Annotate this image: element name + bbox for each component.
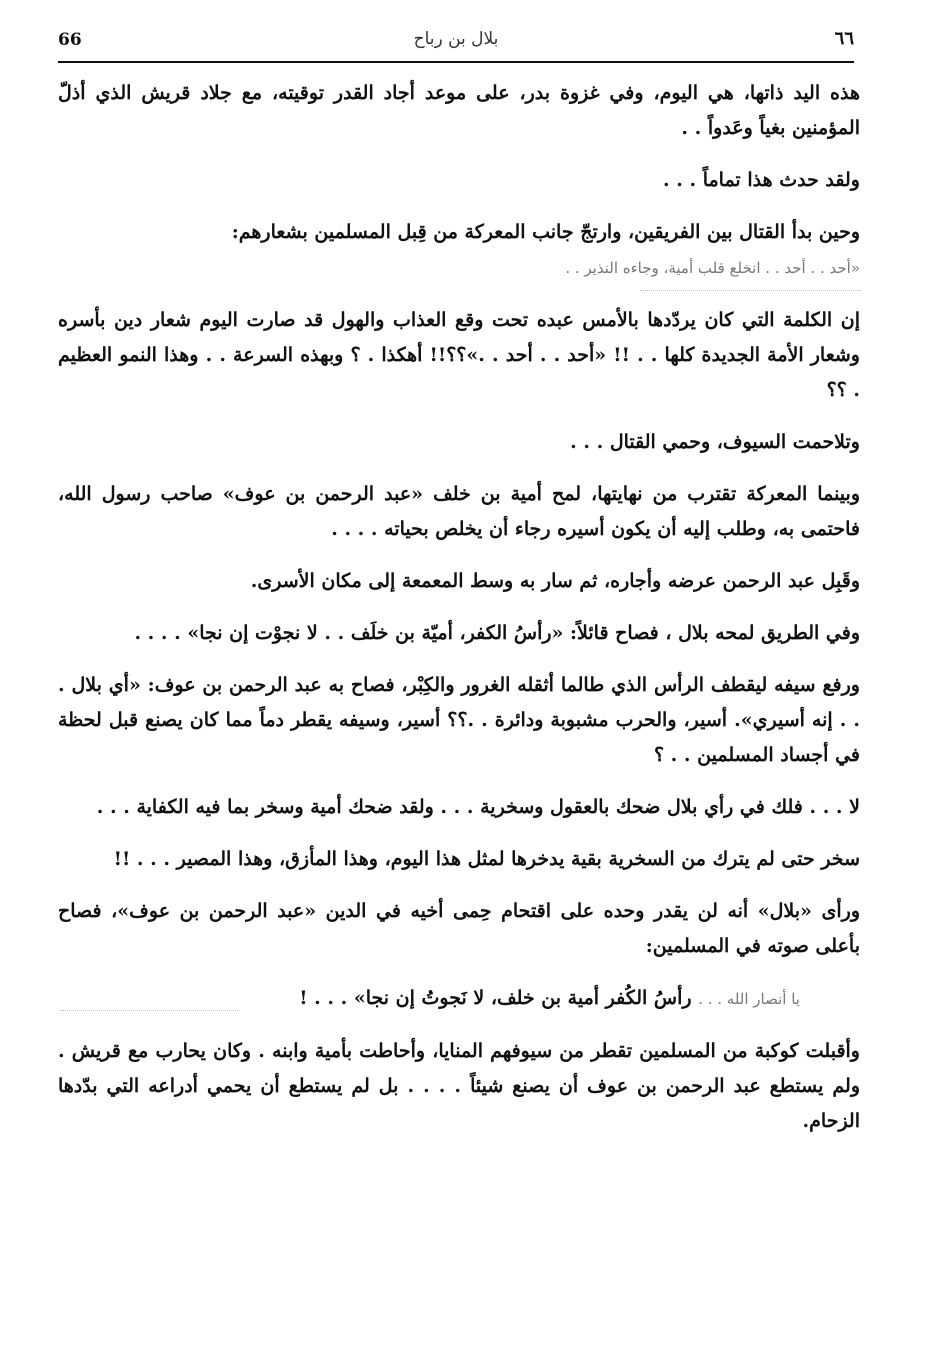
paragraph-6: وبينما المعركة تقترب من نهايتها، لمح أمية بن خلف «عبد الرحمن بن عوف» صاحب رسول الله، فاحتمى به، وطلب إليه أن يكون أسيره رجاء أن يخلص بحياته . . . . [58, 483, 860, 540]
page-number-arabic: ٦٦ [834, 28, 854, 49]
running-title: بلال بن رباح [413, 29, 499, 49]
paragraph-13: وأقبلت كوكبة من المسلمين تقطر من سيوفهم المنايا، وأحاطت بأمية وابنه . وكان يحارب مع قريش . ولم يستطع عبد الرحمن بن عوف أن يصنع شيئاً . . . . بل لم يستطع أن يحمي أدراعه التي بدّدها الزحام. [58, 1040, 860, 1132]
slogan-line [58, 250, 860, 286]
paragraph-9: ورفع سيفه ليقطف الرأس الذي طالما أثقله الغرور والكِبْر، فصاح به عبد الرحمن بن عوف: «أي بلال . . . إنه أسيري». أسير، والحرب مشبوبة ودائرة . .؟؟ أسير، وسيفه يقطر دماً مما كان يصنع قبل لحظة في أجساد المسلمين . . ؟ [58, 674, 860, 766]
paragraph-1: هذه اليد ذاتها، هي اليوم، وفي غزوة بدر، على موعد أجاد القدر توقيته، مع جلاد قريش الذي أذلّ المؤمنين بغياً وعَدواً . . [58, 82, 860, 139]
paragraph-10: لا . . . فلك في رأي بلال ضحك بالعقول وسخرية . . . ولقد ضحك أمية وسخر بما فيه الكفاية . . . [96, 796, 860, 818]
paragraph-11: سخر حتى لم يترك من السخرية بقية يدخرها لمثل هذا اليوم، وهذا المأزق، وهذا المصير . . . !! [113, 848, 860, 870]
paragraph-7: وقَبِل عبد الرحمن عرضه وأجاره، ثم سار به وسط المعمعة إلى مكان الأسرى. [250, 570, 860, 592]
page-number-latin: 66 [58, 30, 82, 50]
paragraph-5: وتلاحمت السيوف، وحمي القتال . . . [570, 431, 860, 453]
page-header [58, 22, 854, 62]
header-rule [58, 61, 854, 63]
paragraph-8: وفي الطريق لمحه بلال ، فصاح قائلاً: «رأسُ الكفر، أميّة بن خلَف . . لا نجوْت إن نجا» . . . . [134, 622, 860, 644]
scan-noise-line [60, 1010, 240, 1011]
ansar-faint-text: يا أنصار الله . . . [698, 990, 800, 1008]
paragraph-3: وحين بدأ القتال بين الفريقين، وارتجّ جانب المعركة من قِبل المسلمين بشعارهم: [231, 221, 860, 243]
paragraph-12: ورأى «بلال» أنه لن يقدر وحده على اقتحام حِمى أخيه في الدين «عبد الرحمن بن عوف»، فصاح بأعلى صوته في المسلمين: [58, 900, 860, 957]
call-text: رأسُ الكُفر أمية بن خلف، لا نَجوتُ إن نجا» . . . ! [299, 987, 692, 1009]
scan-noise-line [640, 290, 860, 291]
call-line [58, 981, 860, 1017]
page-body [58, 76, 860, 1156]
slogan-faint-text: «أحد . . أحد . . انخلع قلب أمية، وجاءه النذير . . [565, 259, 860, 277]
paragraph-4: إن الكلمة التي كان يردّدها بالأمس عبده تحت وقع العذاب والهول قد صارت اليوم شعار دين بأسره وشعار الأمة الجديدة كلها . . !! «أحد . . أحد . .»؟؟!! أهكذا . ؟ وبهذه السرعة . . وهذا النمو العظيم . ؟؟ [58, 309, 860, 401]
paragraph-2: ولقد حدث هذا تماماً . . . [663, 169, 860, 191]
